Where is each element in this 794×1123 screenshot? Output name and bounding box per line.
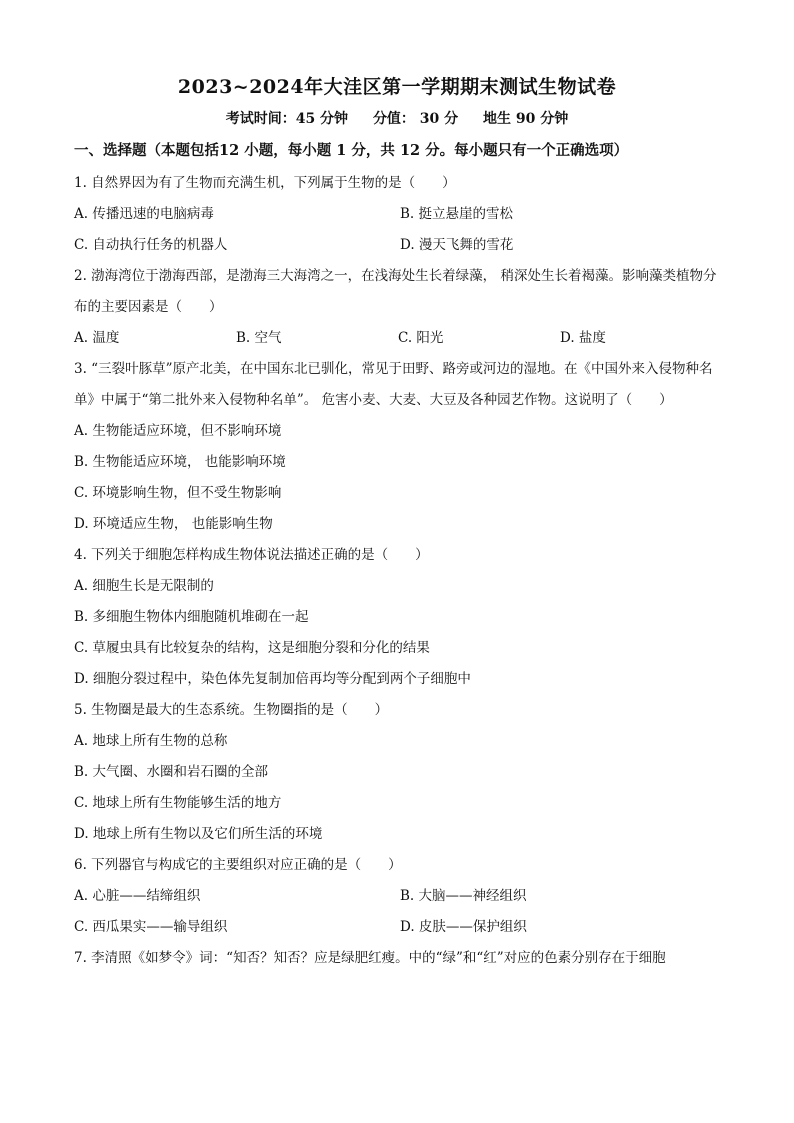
option: B. 挺立悬崖的雪松 xyxy=(400,206,514,222)
option: C. 阳光 xyxy=(398,330,444,346)
option: C. 地球上所有生物能够生活的地方 xyxy=(74,795,282,811)
option: D. 环境适应生物， 也能影响生物 xyxy=(74,516,273,532)
option: D. 地球上所有生物以及它们所生活的环境 xyxy=(74,826,323,842)
option-row xyxy=(74,881,726,912)
question-stem: 3. “三裂叶豚草”原产北美，在中国东北已驯化，常见于田野、路旁或河边的湿地。在《中国外来入侵物种名单》中属于“第二批外来入侵物种名单”。 危害小麦、大麦、大豆及各种园艺作物。这说明了（ ） xyxy=(74,361,713,408)
question-stem: 1. 自然界因为有了生物而充满生机，下列属于生物的是（ ） xyxy=(74,175,456,191)
question-stem: 5. 生物圈是最大的生态系统。生物圈指的是（ ） xyxy=(74,702,389,718)
question-stem: 6. 下列器官与构成它的主要组织对应正确的是（ ） xyxy=(74,857,402,873)
exam-time: 考试时间：45 分钟 xyxy=(225,111,349,127)
option: C. 环境影响生物，但不受生物影响 xyxy=(74,485,282,501)
option: A. 传播迅速的电脑病毒 xyxy=(74,206,214,222)
option: B. 大气圈、水圈和岩石圈的全部 xyxy=(74,764,269,780)
option: B. 大脑——神经组织 xyxy=(400,888,527,904)
question-list xyxy=(74,168,726,974)
question-stem: 7. 李清照《如梦令》词：“知否？知否？应是绿肥红瘦。中的“绿”和“红”对应的色素分别存在于细胞 xyxy=(74,950,666,966)
option: B. 空气 xyxy=(236,330,282,346)
option: B. 多细胞生物体内细胞随机堆砌在一起 xyxy=(74,609,309,625)
option-row xyxy=(74,230,726,261)
exam-score: 分值： 30 分 xyxy=(372,111,459,127)
question-stem: 2. 渤海湾位于渤海西部，是渤海三大海湾之一，在浅海处生长着绿藻， 稍深处生长着褐藻。影响藻类植物分布的主要因素是（ ） xyxy=(74,268,717,315)
question-stem: 4. 下列关于细胞怎样构成生物体说法描述正确的是（ ） xyxy=(74,547,429,563)
option-row xyxy=(74,199,726,230)
option: C. 草履虫具有比较复杂的结构，这是细胞分裂和分化的结果 xyxy=(74,640,430,656)
option: A. 地球上所有生物的总称 xyxy=(74,733,228,749)
exam-combined-time: 地生 90 分钟 xyxy=(483,111,569,127)
option: A. 细胞生长是无限制的 xyxy=(74,578,214,594)
option: C. 自动执行任务的机器人 xyxy=(74,237,228,253)
option-row xyxy=(74,323,726,354)
exam-meta xyxy=(0,108,794,128)
option: D. 皮肤——保护组织 xyxy=(400,919,527,935)
option: A. 生物能适应环境，但不影响环境 xyxy=(74,423,282,439)
option: B. 生物能适应环境， 也能影响环境 xyxy=(74,454,286,470)
option: D. 漫天飞舞的雪花 xyxy=(400,237,514,253)
option-row xyxy=(74,912,726,943)
option: D. 盐度 xyxy=(560,330,606,346)
option: A. 心脏——结缔组织 xyxy=(74,888,201,904)
section-heading: 一、选择题（本题包括12 小题，每小题 1 分，共 12 分。每小题只有一个正确选项） xyxy=(74,142,629,159)
option: D. 细胞分裂过程中，染色体先复制加倍再均等分配到两个子细胞中 xyxy=(74,671,471,687)
option: A. 温度 xyxy=(74,330,120,346)
option: C. 西瓜果实——输导组织 xyxy=(74,919,228,935)
exam-title: 2023~2024年大洼区第一学期期末测试生物试卷 xyxy=(177,76,617,98)
